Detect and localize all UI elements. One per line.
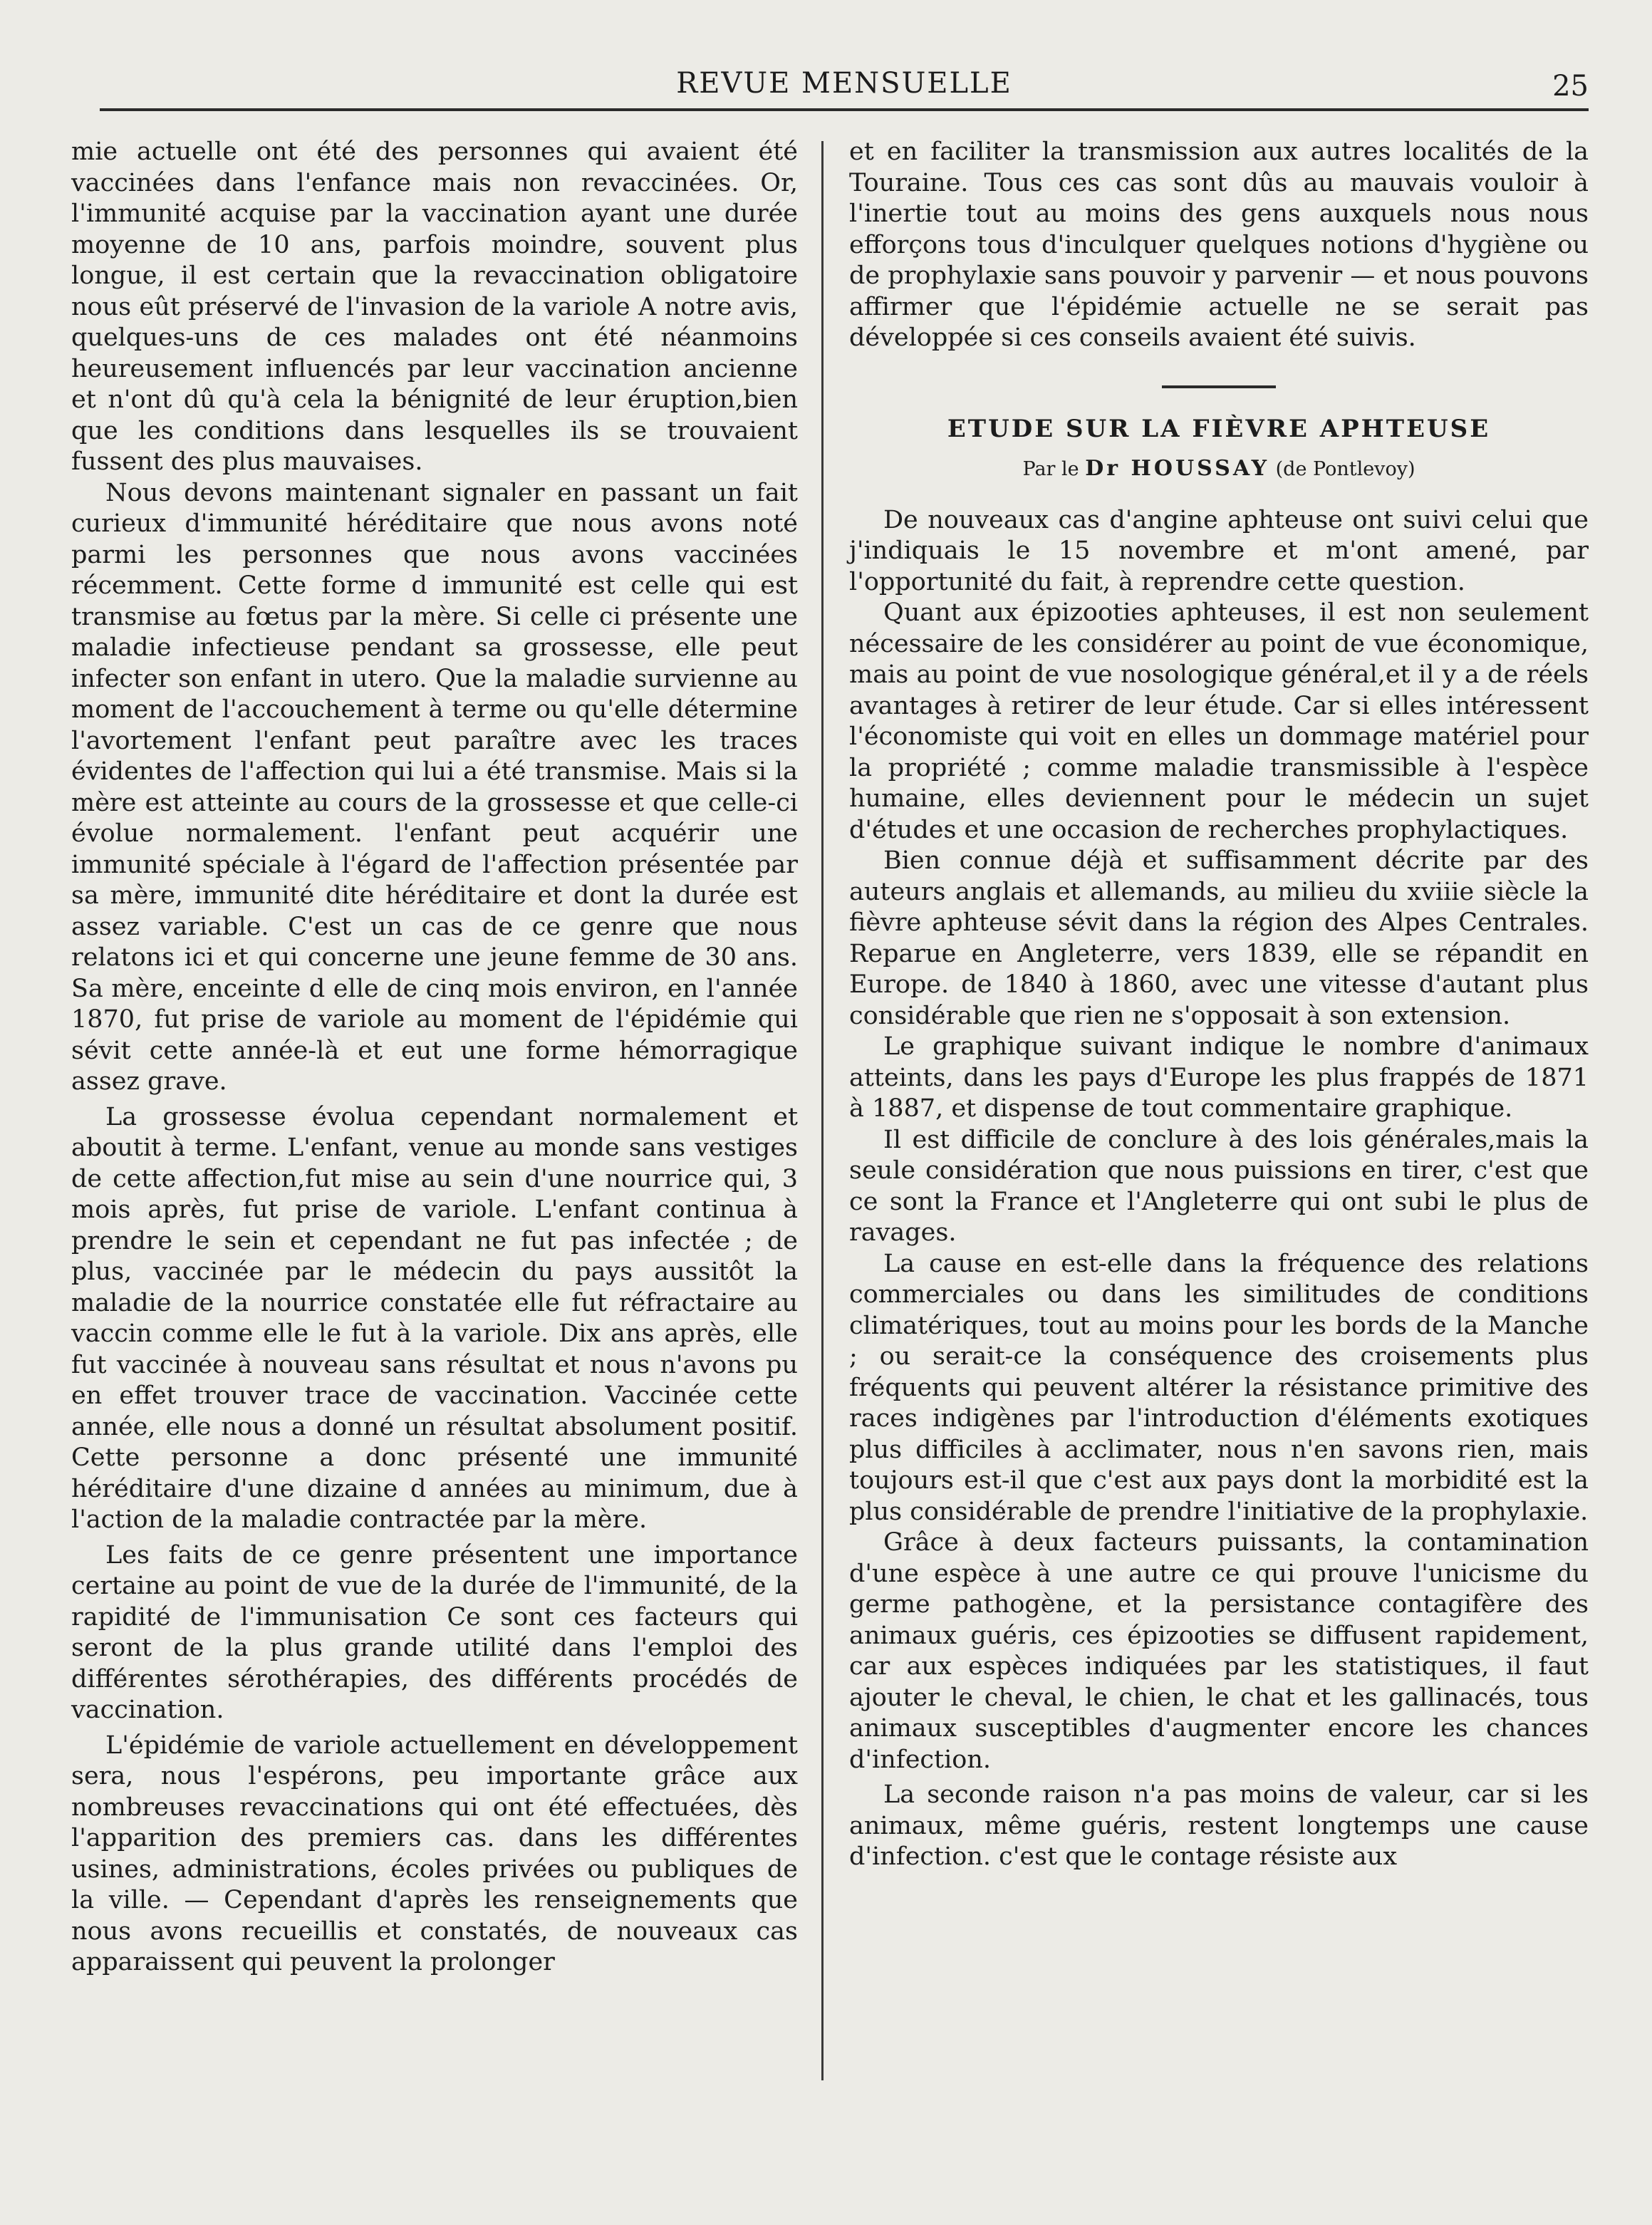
article-title: ETUDE SUR LA FIÈVRE APHTEUSE <box>947 414 1491 443</box>
paragraph: La seconde raison n'a pas moins de valeur, car si les animaux, même guéris, restent longtemps une cause d'infection. c'est que le contage résiste aux <box>849 1780 1589 1871</box>
paragraph: La cause en est-elle dans la fréquence des relations commerciales ou dans les similitudes de conditions climatériques, tout au moins pour les bords de la Manche ; ou serait-ce la conséquence des croisements plus fréquents qui peuvent altérer la résistance primitive des races indigènes par l'introduction d'éléments exotiques plus difficiles à acclimater, nous n'en savons rien, mais toujours est-il que c'est aux pays dont la morbidité est la plus considérable de prendre l'initiative de la prophylaxie. <box>849 1249 1589 1526</box>
section-rule <box>1162 385 1276 388</box>
right-column <box>849 137 1589 1873</box>
paragraph: L'épidémie de variole actuellement en développement sera, nous l'espérons, peu importante grâce aux nombreuses revaccinations qui ont été effectuées, dès l'apparition des premiers cas. dans les différentes usines, administrations, écoles privées ou publiques de la ville. — Cependant d'après les renseignements que nous avons recueillis et constatés, de nouveaux cas apparaissent qui peuvent la prolonger <box>71 1731 798 1976</box>
paragraph: Quant aux épizooties aphteuses, il est non seulement nécessaire de les considérer au point de vue économique, mais au point de vue nosologique général,et il y a de réels avantages à retirer de leur étude. Car si elles intéressent l'économiste qui voit en elles un dommage matériel pour la propriété ; comme maladie transmissible à l'espèce humaine, elles deviennent pour le médecin un sujet d'études et une occasion de recherches prophylactiques. <box>849 598 1589 844</box>
paragraph: La grossesse évolua cependant normalement et aboutit à terme. L'enfant, venue au monde sans vestiges de cette affection,fut mise au sein d'une nourrice qui, 3 mois après, fut prise de variole. L'enfant continua à prendre le sein et cependant ne fut pas infectée ; de plus, vaccinée par le médecin du pays aussitôt la maladie de la nourrice constatée elle fut réfractaire au vaccin comme elle le fut à la variole. Dix ans après, elle fut vaccinée à nouveau sans résultat et nous n'avons pu en effet trouver trace de vaccination. Vaccinée cette année, elle nous a donné un résultat absolument positif. Cette personne a donc présenté une immunité héréditaire d'une dizaine d années au minimum, due à l'action de la maladie contractée par la mère. <box>71 1102 798 1534</box>
author-name: Dr HOUSSAY <box>1085 456 1270 481</box>
left-column <box>71 137 798 1978</box>
paragraph: et en faciliter la transmission aux autres localités de la Touraine. Tous ces cas sont dûs au mauvais vouloir à l'inertie tout au moins des gens auxquels nous nous efforçons tous d'inculquer quelques notions d'hygiène ou de prophylaxie sans pouvoir y parvenir — et nous pouvons affirmer que l'épidémie actuelle ne se serait pas développée si ces conseils avaient été suivis. <box>849 138 1589 352</box>
running-head: REVUE MENSUELLE <box>676 67 1012 100</box>
byline-suffix: (de Pontlevoy) <box>1275 458 1415 480</box>
paragraph: Le graphique suivant indique le nombre d'animaux atteints, dans les pays d'Europe les plus frappés de 1871 à 1887, et dispense de tout commentaire graphique. <box>849 1032 1589 1123</box>
page-number: 25 <box>1552 70 1589 103</box>
column-divider <box>821 141 824 2080</box>
header-rule <box>100 108 1589 111</box>
paragraph: Nous devons maintenant signaler en passant un fait curieux d'immunité héréditaire que nous avons noté parmi les personnes que nous avons vaccinées récemment. Cette forme d immunité est celle qui est transmise au fœtus par la mère. Si celle ci présente une maladie infectieuse pendant sa grossesse, elle peut infecter son enfant in utero. Que la maladie survienne au moment de l'accouchement à terme ou qu'elle détermine l'avortement l'enfant peut paraître avec les traces évidentes de l'affection qui lui a été transmise. Mais si la mère est atteinte au cours de la grossesse et que celle-ci évolue normalement. l'enfant peut acquérir une immunité spéciale à l'égard de l'affection présentée par sa mère, immunité dite héréditaire et dont la durée est assez variable. C'est un cas de ce genre que nous relatons ici et qui concerne une jeune femme de 30 ans. Sa mère, enceinte d elle de cinq mois environ, en l'année 1870, fut prise de variole au moment de l'épidémie qui sévit cette année-là et eut une forme hémorragique assez grave. <box>71 478 798 1096</box>
paragraph: Les faits de ce genre présentent une importance certaine au point de vue de la durée de l'immunité, de la rapidité de l'immunisation Ce sont ces facteurs qui seront de la plus grande utilité dans l'emploi des différentes sérothérapies, des différents procédés de vaccination. <box>71 1540 798 1724</box>
paragraph: De nouveaux cas d'angine aphteuse ont suivi celui que j'indiquais le 15 novembre et m'ont amené, par l'opportunité du fait, à reprendre cette question. <box>849 505 1589 596</box>
byline <box>849 453 1589 485</box>
page-header <box>100 64 1589 107</box>
paragraph: Il est difficile de conclure à des lois générales,mais la seule considération que nous puissions en tirer, c'est que ce sont la France et l'Angleterre qui ont subi le plus de ravages. <box>849 1125 1589 1247</box>
byline-prefix: Par le <box>1022 458 1079 480</box>
paragraph: mie actuelle ont été des personnes qui avaient été vaccinées dans l'enfance mais non revaccinées. Or, l'immunité acquise par la vaccination ayant une durée moyenne de 10 ans, parfois moindre, souvent plus longue, il est certain que la revaccination obligatoire nous eût préservé de l'invasion de la variole A notre avis, quelques-uns de ces malades ont été néanmoins heureusement influencés par leur vaccination ancienne et n'ont dû qu'à cela la bénignité de leur éruption,bien que les conditions dans lesquelles ils se trouvaient fussent des plus mauvaises. <box>71 138 798 476</box>
paragraph: Bien connue déjà et suffisamment décrite par des auteurs anglais et allemands, au milieu du xviiie siècle la fièvre aphteuse sévit dans la région des Alpes Centrales. Reparue en Angleterre, vers 1839, elle se répandit en Europe. de 1840 à 1860, avec une vitesse d'autant plus considérable que rien ne s'opposait à son extension. <box>849 846 1589 1030</box>
paragraph: Grâce à deux facteurs puissants, la contamination d'une espèce à une autre ce qui prouve l'unicisme du germe pathogène, et la persistance contagifère des animaux guéris, ces épizooties se diffusent rapidement, car aux espèces indiquées par les statistiques, il faut ajouter le cheval, le chien, le chat et les gallinacés, tous animaux susceptibles d'augmenter encore les chances d'infection. <box>849 1528 1589 1774</box>
